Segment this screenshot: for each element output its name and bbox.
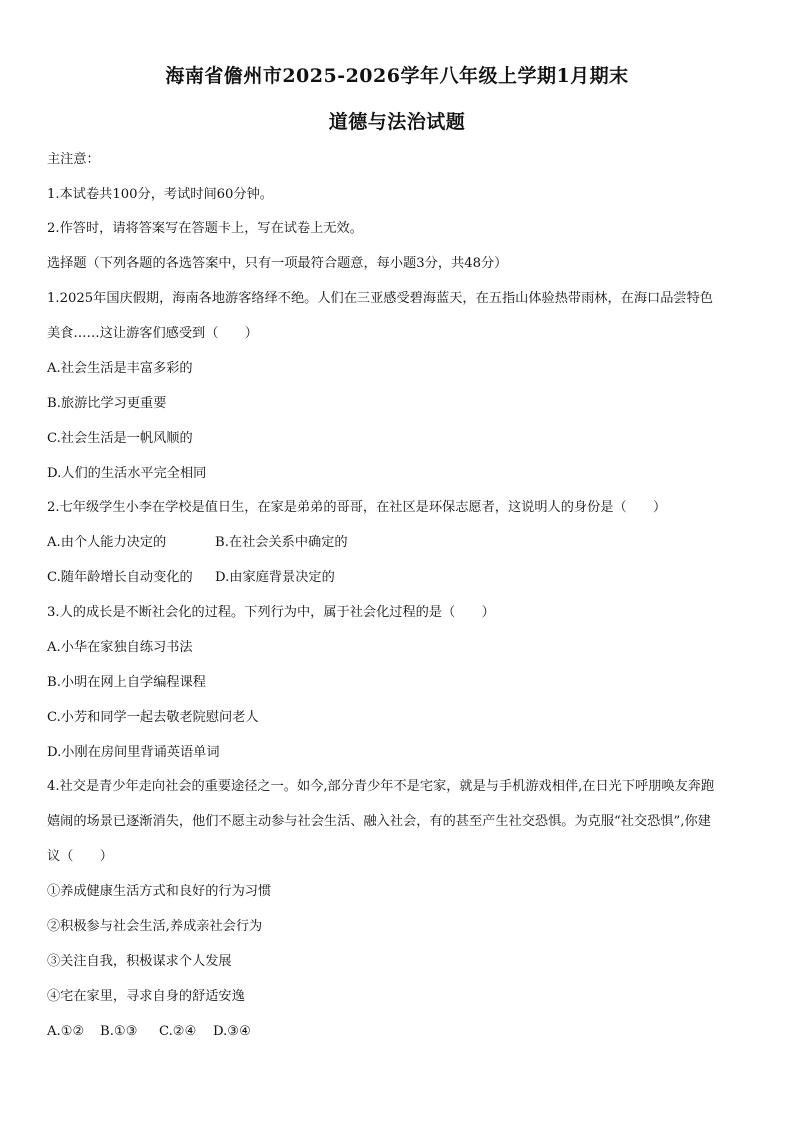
answer-option: B.①③	[100, 1024, 138, 1039]
answer-option: C.随年龄增长自动变化的	[47, 570, 193, 585]
question-stem: 嬉闹的场景已逐渐消失，他们不愿主动参与社会生活、融入社会，有的甚至产生社交恐惧。为克服“社交恐惧”,你建	[47, 814, 711, 829]
exam-subtitle: 道德与法治试题	[328, 111, 466, 133]
question-stem: 4.社交是青少年走向社会的重要途径之一。如今,部分青少年不是宅家，就是与手机游戏相伴,在日光下呼朋唤友奔跑	[47, 779, 715, 794]
question-stem: 美食……这让游客们感受到（ ）	[47, 326, 258, 341]
answer-option: C.社会生活是一帆风顺的	[47, 431, 193, 446]
statement-item: ③关注自我，积极谋求个人发展	[47, 954, 232, 969]
answer-option: A.社会生活是丰富多彩的	[47, 361, 193, 376]
answer-option: A.由个人能力决定的	[47, 535, 167, 550]
note-item: 2.作答时，请将答案写在答题卡上，写在试卷上无效。	[47, 221, 363, 236]
answer-option: D.人们的生活水平完全相同	[47, 466, 207, 481]
exam-title: 海南省儋州市2025-2026学年八年级上学期1月期末	[165, 65, 629, 87]
note-item: 1.本试卷共100分，考试时间60分钟。	[47, 187, 273, 202]
answer-option: D.③④	[213, 1024, 251, 1039]
answer-option: B.在社会关系中确定的	[215, 535, 348, 550]
question-stem: 3.人的成长是不断社会化的过程。下列行为中，属于社会化过程的是（ ）	[47, 605, 495, 620]
answer-option: B.小明在网上自学编程课程	[47, 675, 206, 690]
section-instruction: 选择题（下列各题的各选答案中，只有一项最符合题意，每小题3分，共48分）	[47, 256, 508, 271]
question-stem: 议（ ）	[47, 849, 113, 864]
answer-option: C.小芳和同学一起去敬老院慰问老人	[47, 710, 259, 725]
statement-item: ①养成健康生活方式和良好的行为习惯	[47, 884, 272, 899]
notes-heading: 主注意：	[47, 152, 100, 167]
answer-option: B.旅游比学习更重要	[47, 396, 167, 411]
statement-item: ②积极参与社会生活,养成亲社会行为	[47, 919, 263, 934]
answer-option: D.小刚在房间里背诵英语单词	[47, 745, 220, 760]
answer-option: D.由家庭背景决定的	[215, 570, 335, 585]
statement-item: ④宅在家里，寻求自身的舒适安逸	[47, 989, 245, 1004]
answer-option: A.小华在家独自练习书法	[47, 640, 193, 655]
answer-option: A.①②	[47, 1024, 85, 1039]
question-stem: 1.2025年国庆假期，海南各地游客络绎不绝。人们在三亚感受碧海蓝天，在五指山体验热带雨林，在海口品尝特色	[47, 291, 713, 306]
question-stem: 2.七年级学生小李在学校是值日生，在家是弟弟的哥哥，在社区是环保志愿者，这说明人的身份是（ ）	[47, 500, 667, 515]
answer-option: C.②④	[159, 1024, 197, 1039]
